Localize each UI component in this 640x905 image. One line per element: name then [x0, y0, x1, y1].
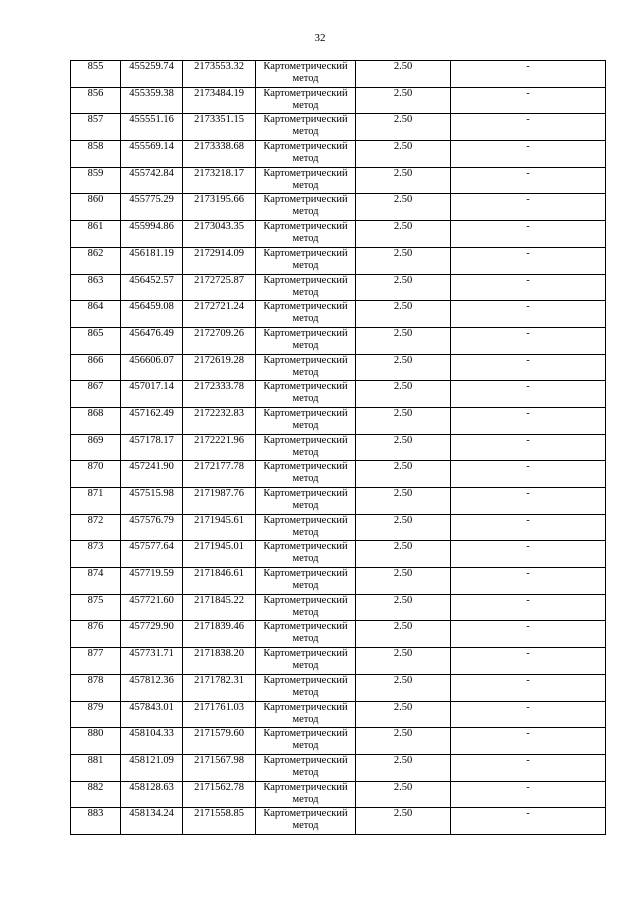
note-cell: - — [451, 434, 606, 461]
accuracy-cell: 2.50 — [356, 461, 451, 488]
accuracy-cell: 2.50 — [356, 194, 451, 221]
note-cell: - — [451, 274, 606, 301]
method-cell: Картометрический метод — [256, 621, 356, 648]
y-coordinate-cell: 2171846.61 — [183, 568, 256, 595]
x-coordinate-cell: 456476.49 — [121, 327, 183, 354]
table-row — [71, 568, 606, 595]
method-cell: Картометрический метод — [256, 514, 356, 541]
note-cell: - — [451, 87, 606, 114]
y-coordinate-cell: 2173553.32 — [183, 61, 256, 88]
accuracy-cell: 2.50 — [356, 568, 451, 595]
table-row — [71, 167, 606, 194]
method-cell: Картометрический метод — [256, 674, 356, 701]
table-row — [71, 488, 606, 515]
x-coordinate-cell: 455569.14 — [121, 141, 183, 168]
x-coordinate-cell: 455994.86 — [121, 221, 183, 248]
accuracy-cell: 2.50 — [356, 327, 451, 354]
note-cell: - — [451, 114, 606, 141]
x-coordinate-cell: 457577.64 — [121, 541, 183, 568]
x-coordinate-cell: 457017.14 — [121, 381, 183, 408]
y-coordinate-cell: 2171838.20 — [183, 648, 256, 675]
y-coordinate-cell: 2172619.28 — [183, 354, 256, 381]
table-row — [71, 407, 606, 434]
y-coordinate-cell: 2172914.09 — [183, 247, 256, 274]
x-coordinate-cell: 457515.98 — [121, 488, 183, 515]
accuracy-cell: 2.50 — [356, 674, 451, 701]
table-row — [71, 754, 606, 781]
method-cell: Картометрический метод — [256, 194, 356, 221]
y-coordinate-cell: 2173043.35 — [183, 221, 256, 248]
method-cell: Картометрический метод — [256, 167, 356, 194]
note-cell: - — [451, 568, 606, 595]
table-row — [71, 808, 606, 835]
x-coordinate-cell: 458121.09 — [121, 754, 183, 781]
x-coordinate-cell: 456606.07 — [121, 354, 183, 381]
point-number-cell: 865 — [71, 327, 121, 354]
method-cell: Картометрический метод — [256, 541, 356, 568]
y-coordinate-cell: 2171987.76 — [183, 488, 256, 515]
table-row — [71, 327, 606, 354]
note-cell: - — [451, 728, 606, 755]
note-cell: - — [451, 381, 606, 408]
method-cell: Картометрический метод — [256, 461, 356, 488]
table-row — [71, 221, 606, 248]
method-cell: Картометрический метод — [256, 568, 356, 595]
method-cell: Картометрический метод — [256, 407, 356, 434]
note-cell: - — [451, 674, 606, 701]
point-number-cell: 873 — [71, 541, 121, 568]
point-number-cell: 872 — [71, 514, 121, 541]
point-number-cell: 863 — [71, 274, 121, 301]
y-coordinate-cell: 2171845.22 — [183, 594, 256, 621]
y-coordinate-cell: 2173195.66 — [183, 194, 256, 221]
accuracy-cell: 2.50 — [356, 808, 451, 835]
y-coordinate-cell: 2171558.85 — [183, 808, 256, 835]
accuracy-cell: 2.50 — [356, 221, 451, 248]
x-coordinate-cell: 456459.08 — [121, 301, 183, 328]
note-cell: - — [451, 407, 606, 434]
method-cell: Картометрический метод — [256, 808, 356, 835]
table-row — [71, 701, 606, 728]
method-cell: Картометрический метод — [256, 141, 356, 168]
accuracy-cell: 2.50 — [356, 728, 451, 755]
x-coordinate-cell: 457731.71 — [121, 648, 183, 675]
accuracy-cell: 2.50 — [356, 114, 451, 141]
note-cell: - — [451, 354, 606, 381]
point-number-cell: 877 — [71, 648, 121, 675]
accuracy-cell: 2.50 — [356, 301, 451, 328]
y-coordinate-cell: 2173338.68 — [183, 141, 256, 168]
note-cell: - — [451, 247, 606, 274]
accuracy-cell: 2.50 — [356, 648, 451, 675]
method-cell: Картометрический метод — [256, 781, 356, 808]
y-coordinate-cell: 2172232.83 — [183, 407, 256, 434]
table-row — [71, 648, 606, 675]
point-number-cell: 862 — [71, 247, 121, 274]
note-cell: - — [451, 488, 606, 515]
x-coordinate-cell: 456181.19 — [121, 247, 183, 274]
x-coordinate-cell: 457719.59 — [121, 568, 183, 595]
note-cell: - — [451, 754, 606, 781]
x-coordinate-cell: 455359.38 — [121, 87, 183, 114]
method-cell: Картометрический метод — [256, 327, 356, 354]
accuracy-cell: 2.50 — [356, 61, 451, 88]
point-number-cell: 876 — [71, 621, 121, 648]
note-cell: - — [451, 301, 606, 328]
method-cell: Картометрический метод — [256, 648, 356, 675]
method-cell: Картометрический метод — [256, 61, 356, 88]
y-coordinate-cell: 2171782.31 — [183, 674, 256, 701]
table-row — [71, 461, 606, 488]
note-cell: - — [451, 621, 606, 648]
method-cell: Картометрический метод — [256, 701, 356, 728]
x-coordinate-cell: 456452.57 — [121, 274, 183, 301]
point-number-cell: 866 — [71, 354, 121, 381]
table-row — [71, 354, 606, 381]
y-coordinate-cell: 2173351.15 — [183, 114, 256, 141]
accuracy-cell: 2.50 — [356, 541, 451, 568]
x-coordinate-cell: 457162.49 — [121, 407, 183, 434]
point-number-cell: 880 — [71, 728, 121, 755]
point-number-cell: 859 — [71, 167, 121, 194]
method-cell: Картометрический метод — [256, 754, 356, 781]
method-cell: Картометрический метод — [256, 488, 356, 515]
method-cell: Картометрический метод — [256, 274, 356, 301]
note-cell: - — [451, 167, 606, 194]
table-row — [71, 381, 606, 408]
y-coordinate-cell: 2172725.87 — [183, 274, 256, 301]
point-number-cell: 868 — [71, 407, 121, 434]
y-coordinate-cell: 2171761.03 — [183, 701, 256, 728]
point-number-cell: 860 — [71, 194, 121, 221]
table-row — [71, 141, 606, 168]
note-cell: - — [451, 781, 606, 808]
point-number-cell: 867 — [71, 381, 121, 408]
table-row — [71, 247, 606, 274]
y-coordinate-cell: 2173484.19 — [183, 87, 256, 114]
x-coordinate-cell: 455742.84 — [121, 167, 183, 194]
page-number: 32 — [314, 32, 326, 44]
method-cell: Картометрический метод — [256, 301, 356, 328]
y-coordinate-cell: 2171567.98 — [183, 754, 256, 781]
point-number-cell: 874 — [71, 568, 121, 595]
point-number-cell: 883 — [71, 808, 121, 835]
note-cell: - — [451, 541, 606, 568]
table-row — [71, 61, 606, 88]
note-cell: - — [451, 327, 606, 354]
point-number-cell: 856 — [71, 87, 121, 114]
x-coordinate-cell: 457729.90 — [121, 621, 183, 648]
y-coordinate-cell: 2173218.17 — [183, 167, 256, 194]
table-row — [71, 301, 606, 328]
note-cell: - — [451, 194, 606, 221]
y-coordinate-cell: 2172177.78 — [183, 461, 256, 488]
method-cell: Картометрический метод — [256, 114, 356, 141]
accuracy-cell: 2.50 — [356, 141, 451, 168]
accuracy-cell: 2.50 — [356, 274, 451, 301]
table-row — [71, 87, 606, 114]
y-coordinate-cell: 2171579.60 — [183, 728, 256, 755]
y-coordinate-cell: 2171839.46 — [183, 621, 256, 648]
accuracy-cell: 2.50 — [356, 247, 451, 274]
note-cell: - — [451, 61, 606, 88]
x-coordinate-cell: 458104.33 — [121, 728, 183, 755]
method-cell: Картометрический метод — [256, 594, 356, 621]
table-row — [71, 594, 606, 621]
x-coordinate-cell: 457576.79 — [121, 514, 183, 541]
accuracy-cell: 2.50 — [356, 354, 451, 381]
accuracy-cell: 2.50 — [356, 87, 451, 114]
accuracy-cell: 2.50 — [356, 594, 451, 621]
x-coordinate-cell: 455775.29 — [121, 194, 183, 221]
point-number-cell: 875 — [71, 594, 121, 621]
accuracy-cell: 2.50 — [356, 381, 451, 408]
method-cell: Картометрический метод — [256, 354, 356, 381]
x-coordinate-cell: 457178.17 — [121, 434, 183, 461]
method-cell: Картометрический метод — [256, 434, 356, 461]
point-number-cell: 858 — [71, 141, 121, 168]
accuracy-cell: 2.50 — [356, 754, 451, 781]
note-cell: - — [451, 461, 606, 488]
table-row — [71, 781, 606, 808]
method-cell: Картометрический метод — [256, 247, 356, 274]
accuracy-cell: 2.50 — [356, 434, 451, 461]
note-cell: - — [451, 701, 606, 728]
accuracy-cell: 2.50 — [356, 167, 451, 194]
y-coordinate-cell: 2172721.24 — [183, 301, 256, 328]
note-cell: - — [451, 594, 606, 621]
accuracy-cell: 2.50 — [356, 781, 451, 808]
method-cell: Картометрический метод — [256, 221, 356, 248]
method-cell: Картометрический метод — [256, 87, 356, 114]
y-coordinate-cell: 2171562.78 — [183, 781, 256, 808]
x-coordinate-cell: 457843.01 — [121, 701, 183, 728]
table-row — [71, 114, 606, 141]
x-coordinate-cell: 457721.60 — [121, 594, 183, 621]
y-coordinate-cell: 2172333.78 — [183, 381, 256, 408]
x-coordinate-cell: 455259.74 — [121, 61, 183, 88]
x-coordinate-cell: 458134.24 — [121, 808, 183, 835]
point-number-cell: 871 — [71, 488, 121, 515]
accuracy-cell: 2.50 — [356, 621, 451, 648]
point-number-cell: 878 — [71, 674, 121, 701]
y-coordinate-cell: 2171945.01 — [183, 541, 256, 568]
x-coordinate-cell: 458128.63 — [121, 781, 183, 808]
accuracy-cell: 2.50 — [356, 407, 451, 434]
y-coordinate-cell: 2171945.61 — [183, 514, 256, 541]
note-cell: - — [451, 141, 606, 168]
table-row — [71, 674, 606, 701]
table-row — [71, 274, 606, 301]
point-number-cell: 869 — [71, 434, 121, 461]
table-row — [71, 434, 606, 461]
note-cell: - — [451, 648, 606, 675]
y-coordinate-cell: 2172221.96 — [183, 434, 256, 461]
accuracy-cell: 2.50 — [356, 488, 451, 515]
point-number-cell: 861 — [71, 221, 121, 248]
accuracy-cell: 2.50 — [356, 514, 451, 541]
accuracy-cell: 2.50 — [356, 701, 451, 728]
point-number-cell: 879 — [71, 701, 121, 728]
point-number-cell: 864 — [71, 301, 121, 328]
coordinates-table — [70, 60, 606, 835]
note-cell: - — [451, 808, 606, 835]
point-number-cell: 882 — [71, 781, 121, 808]
y-coordinate-cell: 2172709.26 — [183, 327, 256, 354]
point-number-cell: 881 — [71, 754, 121, 781]
table-row — [71, 728, 606, 755]
coordinates-table-body — [71, 61, 606, 835]
table-row — [71, 621, 606, 648]
x-coordinate-cell: 457812.36 — [121, 674, 183, 701]
point-number-cell: 870 — [71, 461, 121, 488]
method-cell: Картометрический метод — [256, 728, 356, 755]
point-number-cell: 855 — [71, 61, 121, 88]
note-cell: - — [451, 514, 606, 541]
method-cell: Картометрический метод — [256, 381, 356, 408]
note-cell: - — [451, 221, 606, 248]
table-row — [71, 194, 606, 221]
x-coordinate-cell: 457241.90 — [121, 461, 183, 488]
table-row — [71, 514, 606, 541]
x-coordinate-cell: 455551.16 — [121, 114, 183, 141]
point-number-cell: 857 — [71, 114, 121, 141]
table-row — [71, 541, 606, 568]
